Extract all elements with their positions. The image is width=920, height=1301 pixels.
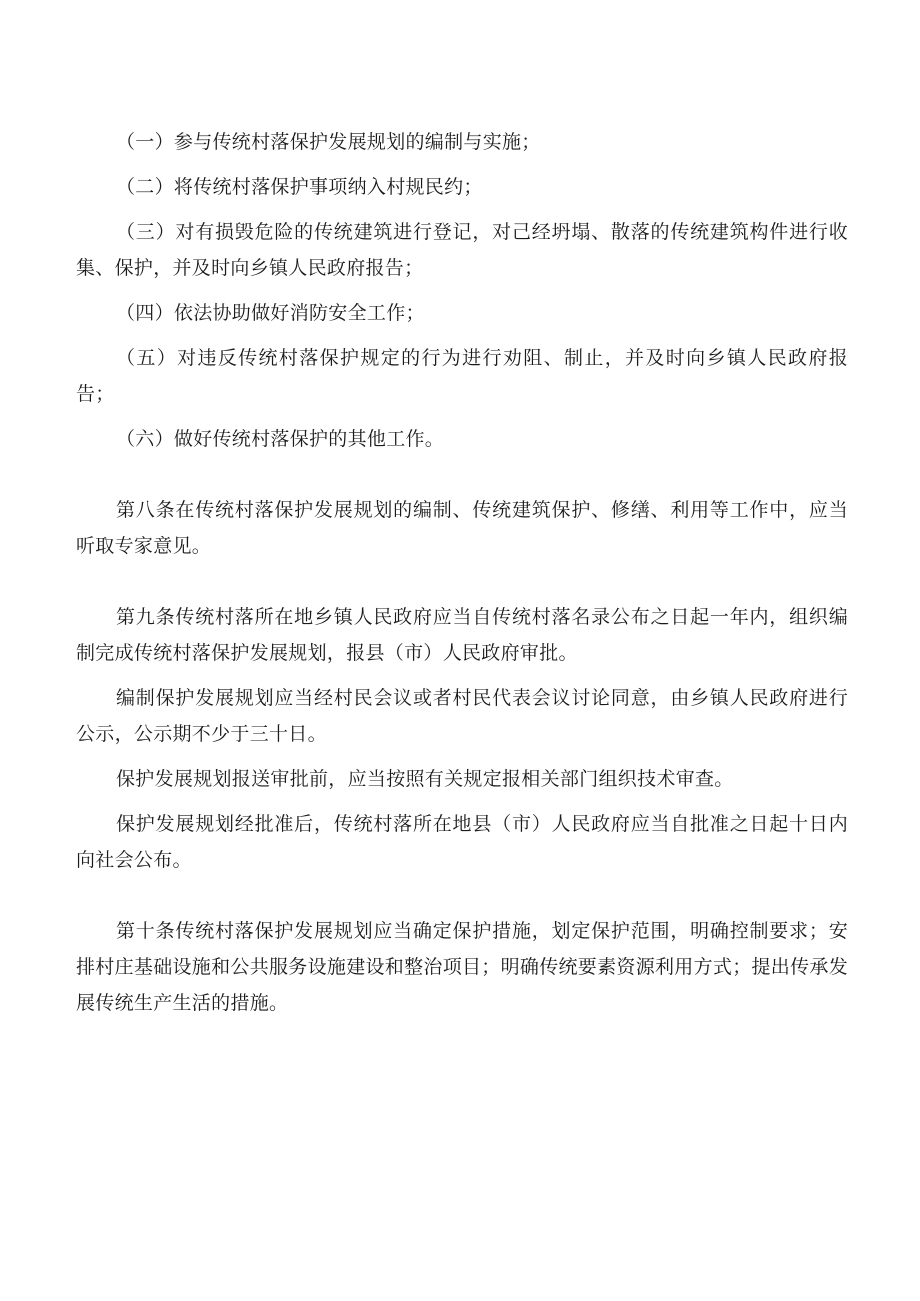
article-8: 第八条在传统村落保护发展规划的编制、传统建筑保护、修缮、利用等工作中，应当听取专家意见。 bbox=[76, 499, 848, 557]
article-9: 第九条传统村落所在地乡镇人民政府应当自传统村落名录公布之日起一年内，组织编制完成传统村落保护发展规划，报县（市）人民政府审批。 bbox=[76, 606, 848, 664]
list-item-6: （六）做好传统村落保护的其他工作。 bbox=[116, 428, 445, 450]
list-item-1: （一）参与传统村落保护发展规划的编制与实施； bbox=[116, 131, 541, 153]
article-9-paragraph-3: 保护发展规划报送审批前，应当按照有关规定报相关部门组织技术审查。 bbox=[116, 768, 734, 790]
list-item-2: （二）将传统村落保护事项纳入村规民约； bbox=[116, 176, 483, 198]
list-item-4: （四）依法协助做好消防安全工作； bbox=[116, 302, 425, 324]
article-10: 第十条传统村落保护发展规划应当确定保护措施，划定保护范围，明确控制要求；安排村庄基础设施和公共服务设施建设和整治项目；明确传统要素资源利用方式；提出传承发展传统生产生活的措施。 bbox=[76, 920, 849, 1014]
article-9-paragraph-2: 编制保护发展规划应当经村民会议或者村民代表会议讨论同意，由乡镇人民政府进行公示，公示期不少于三十日。 bbox=[76, 687, 848, 745]
list-item-5: （五）对违反传统村落保护规定的行为进行劝阻、制止，并及时向乡镇人民政府报告； bbox=[76, 347, 848, 405]
article-9-paragraph-4: 保护发展规划经批准后，传统村落所在地县（市）人民政府应当自批准之日起十日内向社会公布。 bbox=[76, 813, 848, 871]
list-item-3: （三）对有损毁危险的传统建筑进行登记，对己经坍塌、散落的传统建筑构件进行收集、保护，并及时向乡镇人民政府报告； bbox=[76, 221, 848, 279]
document-body bbox=[76, 124, 848, 1021]
